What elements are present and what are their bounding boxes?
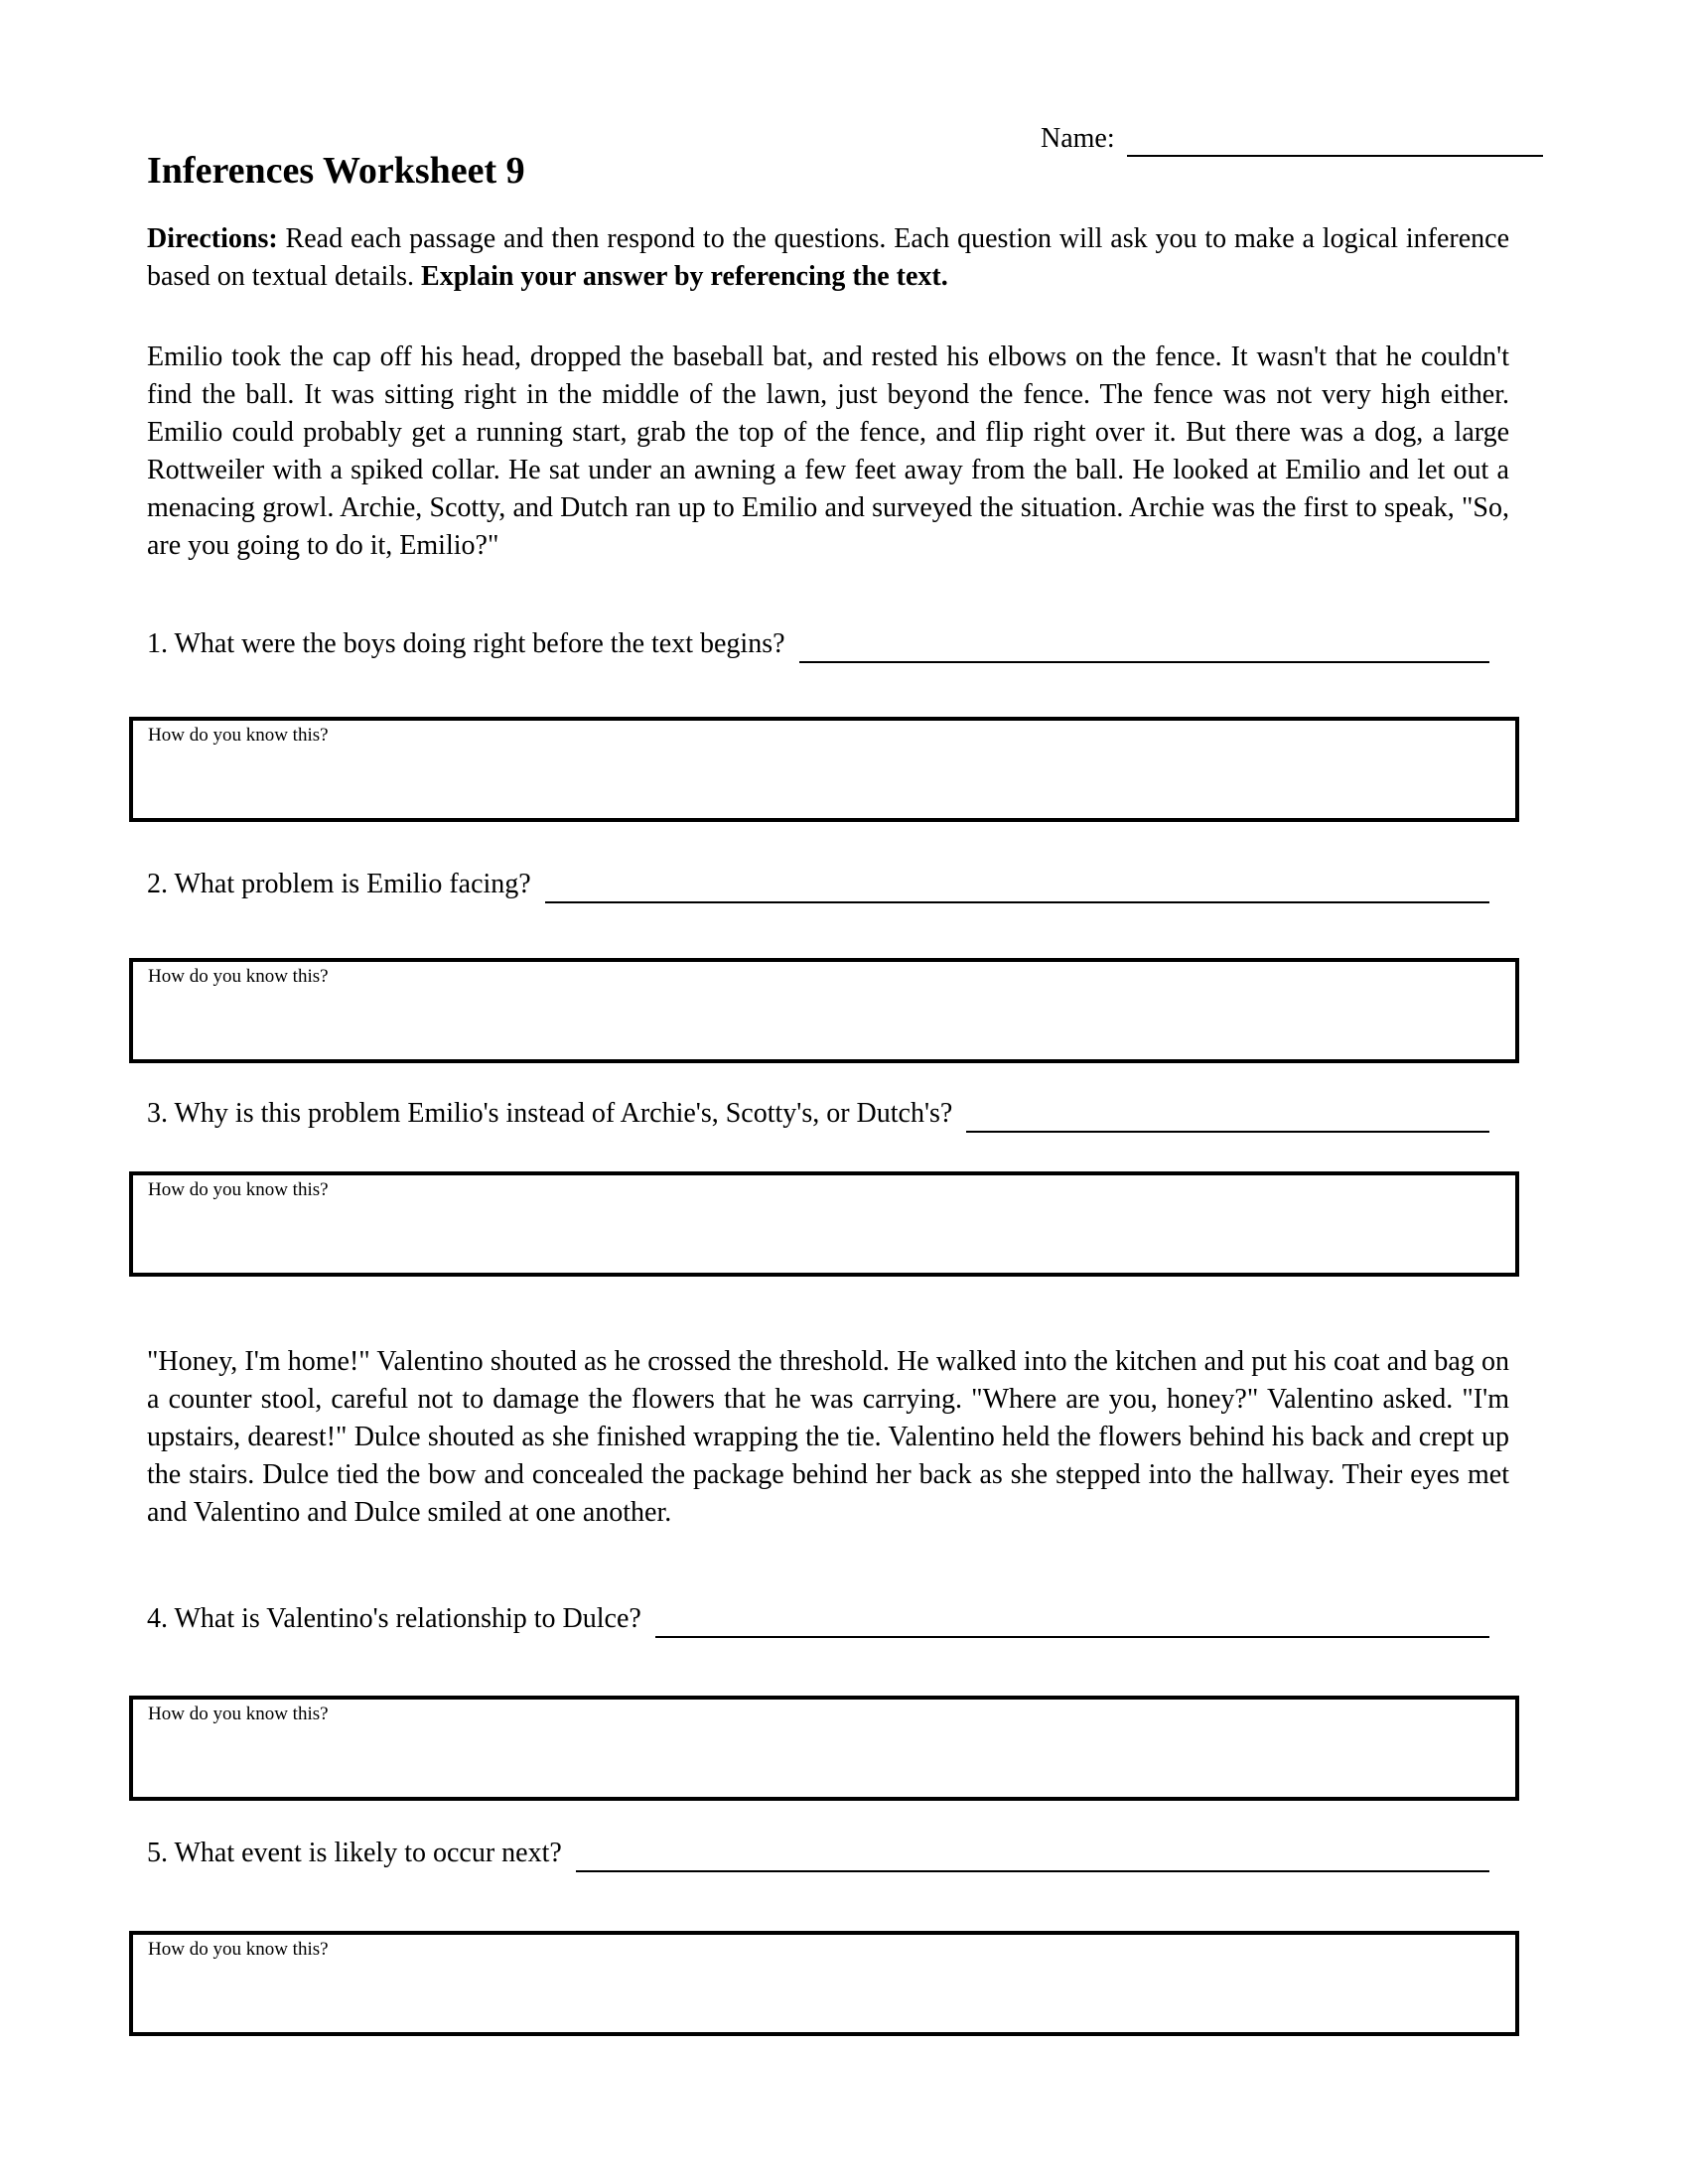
- question-5-text: 5. What event is likely to occur next?: [147, 1838, 562, 1868]
- passage-2: "Honey, I'm home!" Valentino shouted as he crossed the threshold. He walked into the kitchen and put his coat and bag on a counter stool, careful not to damage the flowers that he was carrying. "Where are you, honey?" Valentino asked. "I'm upstairs, dearest!" Dulce shouted as she finished wrapping the tie. Valentino held the flowers behind his back and crept up the stairs. Dulce tied the bow and concealed the package behind her back as she stepped into the hallway. Their eyes met and Valentino and Dulce smiled at one another.: [147, 1346, 1509, 1528]
- directions: [147, 220, 1509, 296]
- question-2-answer-line[interactable]: [545, 866, 1489, 903]
- question-4: [147, 1600, 1489, 1638]
- name-label: Name:: [1041, 123, 1115, 154]
- question-5: [147, 1835, 1489, 1872]
- followup-label: How do you know this?: [148, 725, 329, 746]
- answer-box-5[interactable]: [129, 1931, 1519, 2036]
- name-blank-line[interactable]: [1127, 123, 1543, 157]
- answer-box-4[interactable]: [129, 1696, 1519, 1801]
- directions-body: Read each passage and then respond to the questions. Each question will ask you to make a logical inference based on textual details.: [147, 223, 1509, 292]
- question-2: [147, 866, 1489, 903]
- directions-label: Directions:: [147, 223, 278, 254]
- followup-label: How do you know this?: [148, 1704, 329, 1724]
- question-1-answer-line[interactable]: [799, 625, 1489, 663]
- answer-box-2[interactable]: [129, 958, 1519, 1063]
- question-1: [147, 625, 1489, 663]
- question-4-answer-line[interactable]: [655, 1600, 1489, 1638]
- passage-1: Emilio took the cap off his head, dropped the baseball bat, and rested his elbows on the fence. It wasn't that he couldn't find the ball. It was sitting right in the middle of the lawn, just beyond the fence. The fence was not very high either. Emilio could probably get a running start, grab the top of the fence, and flip right over it. But there was a dog, a large Rottweiler with a spiked collar. He sat under an awning a few feet away from the ball. He looked at Emilio and let out a menacing growl. Archie, Scotty, and Dutch ran up to Emilio and surveyed the situation. Archie was the first to speak, "So, are you going to do it, Emilio?": [147, 341, 1509, 561]
- question-3-answer-line[interactable]: [966, 1095, 1489, 1133]
- answer-box-1[interactable]: [129, 717, 1519, 822]
- question-5-answer-line[interactable]: [576, 1835, 1489, 1872]
- followup-label: How do you know this?: [148, 1939, 329, 1960]
- name-field: [1041, 123, 1543, 157]
- question-2-text: 2. What problem is Emilio facing?: [147, 869, 531, 899]
- question-4-text: 4. What is Valentino's relationship to Dulce?: [147, 1603, 641, 1634]
- directions-emphasis: Explain your answer by referencing the text.: [421, 261, 948, 292]
- followup-label: How do you know this?: [148, 1179, 329, 1200]
- question-1-text: 1. What were the boys doing right before the text begins?: [147, 628, 785, 659]
- answer-box-3[interactable]: [129, 1171, 1519, 1277]
- followup-label: How do you know this?: [148, 966, 329, 987]
- question-3-text: 3. Why is this problem Emilio's instead of Archie's, Scotty's, or Dutch's?: [147, 1098, 953, 1129]
- question-3: [147, 1095, 1489, 1133]
- page-title: Inferences Worksheet 9: [147, 150, 525, 192]
